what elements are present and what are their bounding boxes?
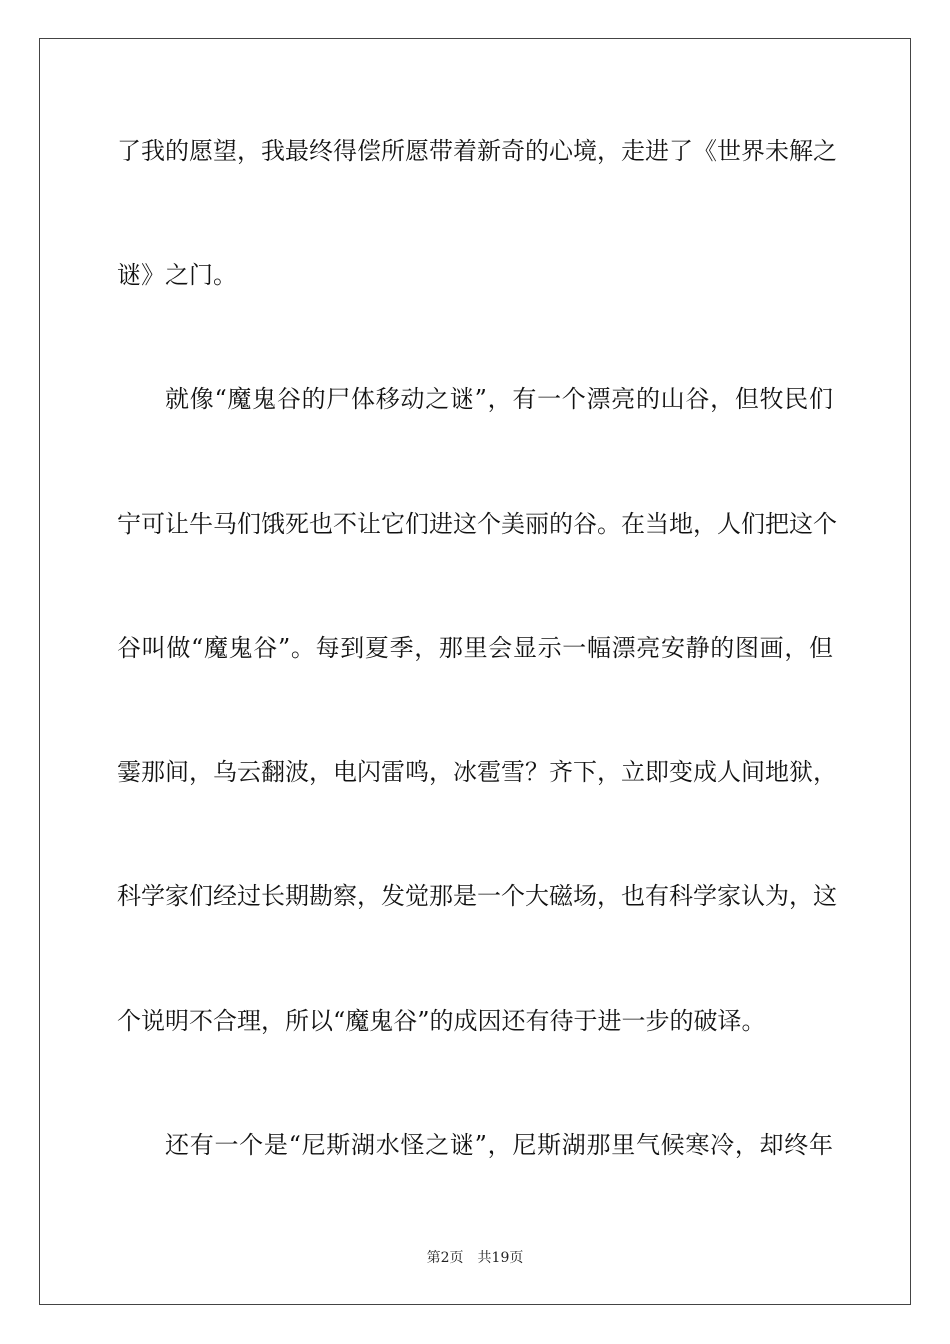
page-number: 第2页: [426, 1250, 464, 1266]
text-line-2: 谜》之门。: [117, 261, 237, 289]
paragraph-start-line-9: 还有一个是“尼斯湖水怪之谜”，尼斯湖那里气候寒冷，却终年: [165, 1131, 833, 1159]
text-line-6: 霎那间，乌云翻波，电闪雷鸣，冰雹雪？齐下，立即变成人间地狱，: [117, 758, 837, 786]
page-footer: [0, 1249, 950, 1267]
text-line-1: 了我的愿望，我最终得偿所愿带着新奇的心境，走进了《世界未解之: [117, 137, 837, 165]
text-line-4: 宁可让牛马们饿死也不让它们进这个美丽的谷。在当地，人们把这个: [117, 510, 837, 538]
text-line-5: 谷叫做“魔鬼谷”。每到夏季，那里会显示一幅漂亮安静的图画，但: [117, 634, 833, 662]
total-pages: 共19页: [477, 1250, 524, 1266]
paragraph-start-line-3: 就像“魔鬼谷的尸体移动之谜”，有一个漂亮的山谷，但牧民们: [165, 385, 833, 413]
text-line-8: 个说明不合理，所以“魔鬼谷”的成因还有待于进一步的破译。: [117, 1007, 766, 1035]
text-line-7: 科学家们经过长期勘察，发觉那是一个大磁场，也有科学家认为，这: [117, 882, 837, 910]
page-border: [39, 38, 911, 1305]
